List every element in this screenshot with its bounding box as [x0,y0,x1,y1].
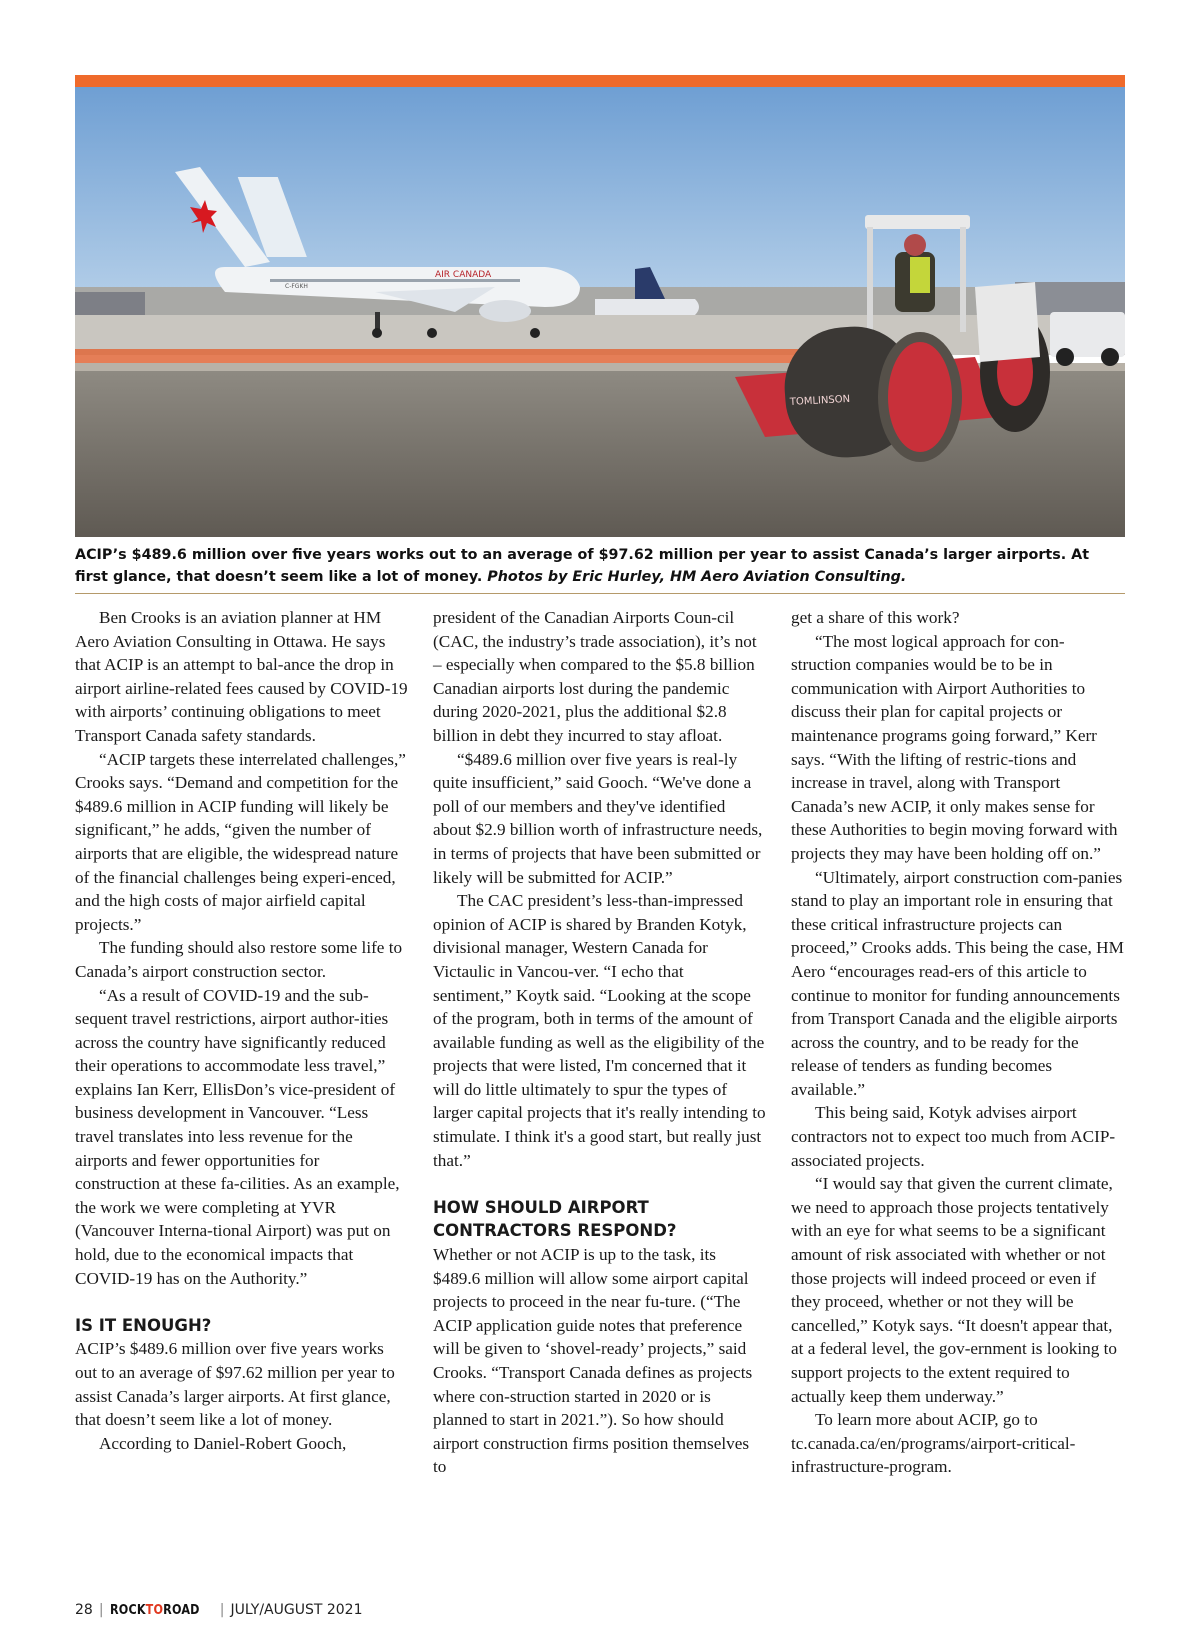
paragraph: According to Daniel-Robert Gooch, [99,1433,347,1453]
paragraph: Ben Crooks is an aviation planner at HM Aero Aviation Consulting in Ottawa. He says that ACIP is an attempt to bal-ance the drop in airport airline-related fees caused by COVID-19 with airports’ continuing obligations to meet Transport Canada safety standards. [75,608,408,745]
roller-brand-text: TOMLINSON [789,393,851,408]
paragraph: president of the Canadian Airports Coun-cil (CAC, the industry’s trade association), it’s not – especially when compared to the $5.8 billion Canadian airports lost during the pandemic during 2020-2021, plus the additional $2.8 billion in debt they incurred to stay afloat. [433,608,757,745]
paragraph: “I would say that given the current climate, we need to approach those projects tentatively with an eye for what seems to be a significant amount of risk associated with whether or not those projects will indeed proceed or even if they proceed, whether or not they will be cancelled,” Kotyk says. “It doesn't appear that, at a federal level, the gov-ernment is looking to support projects to the extent required to actually keep them underway.” [791,1174,1117,1406]
paragraph: “The most logical approach for con-struction companies would be to be in communication with Airport Authorities to discuss their plan for capital projects or maintenance programs going forward,” Kerr says. “With the lifting of restric-tions and increase in travel, along with Transport Canada’s new ACIP, it only makes sense for these Authorities to begin moving forward with projects they may have been holding off on.” [791,631,1118,863]
page-footer: 28 | ROCKTOROAD | JULY/AUGUST 2021 [75,1602,363,1618]
paragraph: “Ultimately, airport construction com-panies stand to play an important role in ensuring that these critical infrastructure projects can proceed,” Crooks adds. This being the case, HM Aero “encourages read-ers of this article to continue to monitor for funding announcements from Transport Canada and the eligible airports across the country, and to be ready for the release of tenders as funding becomes available.” [791,867,1124,1099]
caption-credit: Photos by Eric Hurley, HM Aero Aviation Consulting [487,569,901,585]
paragraph: The funding should also restore some life to Canada’s airport construction sector. [75,938,403,981]
paragraph: get a share of this work? [791,608,960,627]
article-column-2 [433,606,766,1479]
paragraph: “As a result of COVID-19 and the sub-sequent travel restrictions, airport author-ities across the country have significantly reduced their operations to accommodate less travel,” explains Ian Kerr, EllisDon’s vice-president of business development in Vancouver. “Less travel translates into less revenue for the airports and fewer opportunities for construction at these fa-cilities. As an example, the work we were completing at YVR (Vancouver Interna-tional Airport) was put on hold, due to the economical impacts that COVID-19 has on the Authority.” [75,985,400,1288]
caption-text: ACIP’s $489.6 million over five years works out to an average of $97.62 million per year to assist Canada’s larger airports. At first glance, that doesn’t seem like a lot of money. [75,547,1090,585]
paragraph: The CAC president’s less-than-impressed opinion of ACIP is shared by Branden Kotyk, divisional manager, Western Canada for Victaulic in Vancou-ver. “I echo that sentiment,” Koytk said. “Looking at the scope of the program, both in terms of the amount of available funding as well as the eligibility of the projects that were listed, I'm concerned that it will do little ultimately to spur the types of larger capital projects that it's really intending to stimulate. I think it's a good start, but really just that.” [433,891,766,1170]
section-heading: IS IT ENOUGH? [75,1315,212,1335]
paragraph: To learn more about ACIP, go to tc.canada.ca/en/programs/airport-critical-infrastructure-program. [791,1410,1076,1477]
magazine-logo: ROCKTOROAD [109,1602,200,1618]
article-column-1 [75,606,408,1455]
page-number: 28 [75,1602,93,1618]
caption-divider [75,593,1125,594]
paragraph: “ACIP targets these interrelated challenges,” Crooks says. “Demand and competition for the $489.6 million in ACIP funding will likely be significant,” he adds, “given the number of airports that are eligible, the widespread nature of the financial challenges being experi-enced, and the high costs of major airfield capital projects.” [75,749,406,934]
top-accent-rule [75,75,1125,87]
article-photo [75,87,1125,537]
section-heading: HOW SHOULD AIRPORT CONTRACTORS RESPOND? [433,1197,677,1241]
paragraph: This being said, Kotyk advises airport contractors not to expect too much from ACIP-associated projects. [791,1103,1116,1170]
issue-date: JULY/AUGUST 2021 [230,1602,363,1618]
article-column-3 [791,606,1124,1479]
paragraph: ACIP’s $489.6 million over five years works out to an average of $97.62 million per year to assist Canada’s larger airports. At first glance, that doesn’t seem like a lot of money. [75,1339,395,1430]
aircraft-registration-text: C-FGKH [285,283,308,290]
photo-caption: ACIP’s $489.6 million over five years works out to an average of $97.62 million per year to assist Canada’s larger airports. At first glance, that doesn’t seem like a lot of money. Photos by Eric Hurley, HM Aero Aviation Consulting. [75,547,1090,585]
paragraph: Whether or not ACIP is up to the task, its $489.6 million will allow some airport capital projects to proceed in the near fu-ture. (“The ACIP application guide notes that preference will be given to ‘shovel-ready’ projects,” said Crooks. “Transport Canada defines as projects where con-struction started in 2020 or is planned to start in 2021.”). So how should airport construction firms position themselves to [433,1245,753,1477]
paragraph: “$489.6 million over five years is real-ly quite insufficient,” said Gooch. “We've done a poll of our members and they've identified about $2.9 billion worth of infrastructure needs, in terms of projects that have been submitted or likely will be submitted for ACIP.” [433,749,763,887]
aircraft-livery-text: AIR CANADA [435,270,492,280]
